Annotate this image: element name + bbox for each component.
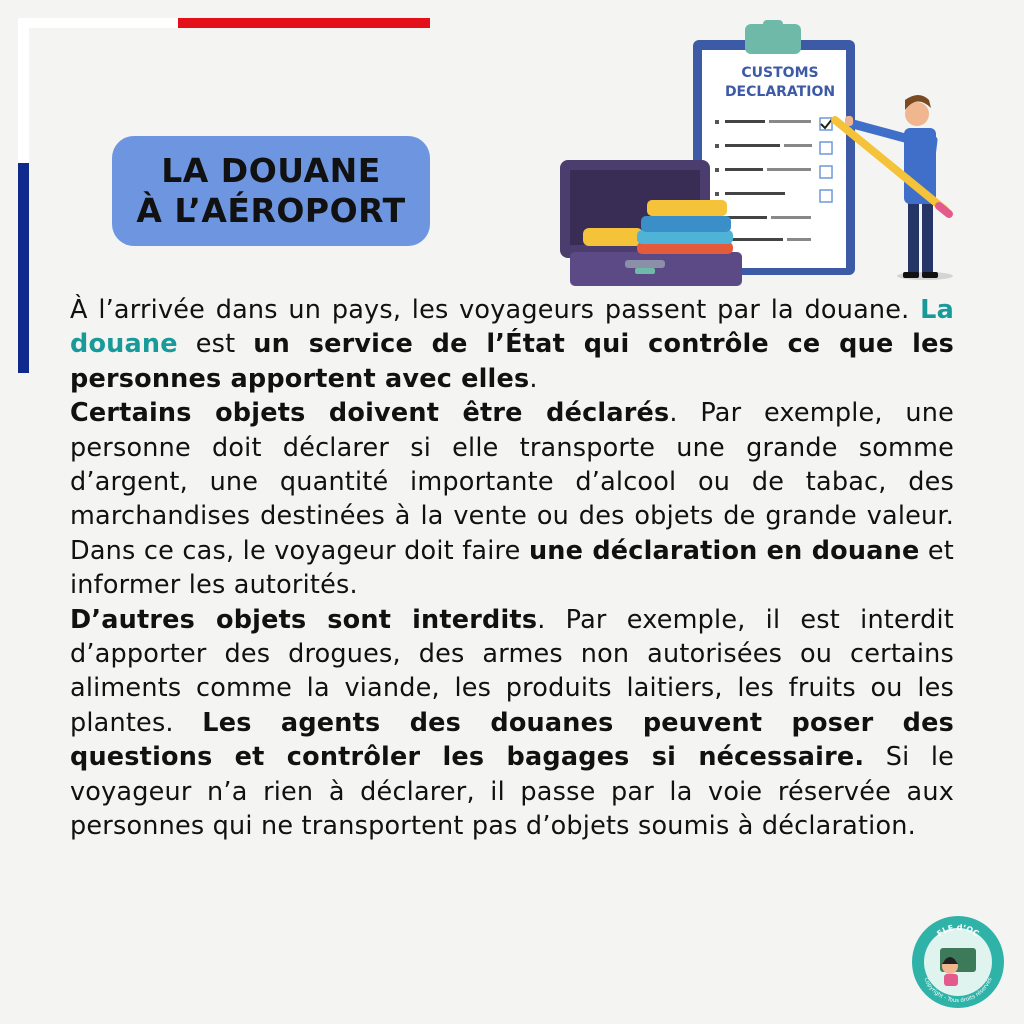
p2-bold-declaration: une déclaration en douane — [528, 535, 920, 566]
clipboard-title-1: CUSTOMS — [741, 65, 819, 81]
keyword-la-douane: La douane — [70, 295, 954, 360]
article-body — [70, 293, 954, 844]
logo-bottom-text: Copyright - Tous droits réservés — [922, 976, 994, 1005]
p2-text-1: . Par exemple, une personne doit déclarer si elle transporte une grande somme d’argent, une quantité importante d’alcool ou de tabac, des marchandises destinées à la vente ou des objets de grande valeur. Dans ce cas, le voyageur doit faire — [70, 398, 954, 566]
p1-text-3: . — [529, 363, 538, 394]
flag-stripe-blue-left — [18, 163, 29, 373]
title-line-2: À L’AÉROPORT — [136, 191, 406, 230]
flag-stripe-red-top — [178, 18, 430, 28]
p1-bold-definition: un service de l’État qui contrôle ce que les personnes apportent avec elles — [70, 329, 954, 394]
p3-text-1: . Par exemple, il est interdit d’apporter des drogues, des armes non autorisées ou certains aliments comme la viande, les produits laitiers, les fruits ou les plantes. — [70, 604, 954, 738]
p3-bold-heading: D’autres objets sont interdits — [70, 604, 538, 635]
paragraph-intro — [70, 293, 954, 396]
paragraph-declared-objects — [70, 396, 954, 602]
clipboard-clip-top — [763, 20, 783, 30]
p1-text-2: est — [177, 329, 254, 360]
title-badge — [112, 136, 430, 246]
fle-doc-logo-icon — [910, 914, 1006, 1010]
flag-stripe-white-left — [18, 18, 29, 163]
flag-stripe-white-top — [18, 18, 178, 28]
clipboard-title-2: DECLARATION — [724, 84, 836, 100]
title-line-1: LA DOUANE — [161, 151, 381, 190]
p2-text-2: et informer les autorités. — [70, 535, 954, 601]
paragraph-forbidden-objects — [70, 603, 954, 844]
p1-text-1: À l’arrivée dans un pays, les voyageurs passent par la douane. — [70, 295, 921, 325]
p3-bold-agents: Les agents des douanes peuvent poser des questions et contrôler les bagages si nécessaire. — [70, 707, 955, 773]
logo-top-text: FLE d’OC — [935, 922, 981, 939]
customs-declaration-illustration-icon — [555, 20, 955, 288]
p2-bold-heading: Certains objets doivent être déclarés — [70, 398, 670, 429]
p3-text-2: Si le voyageur n’a rien à déclarer, il passe par la voie réservée aux personnes qui ne transportent pas d’objets soumis à déclaration. — [70, 742, 954, 842]
